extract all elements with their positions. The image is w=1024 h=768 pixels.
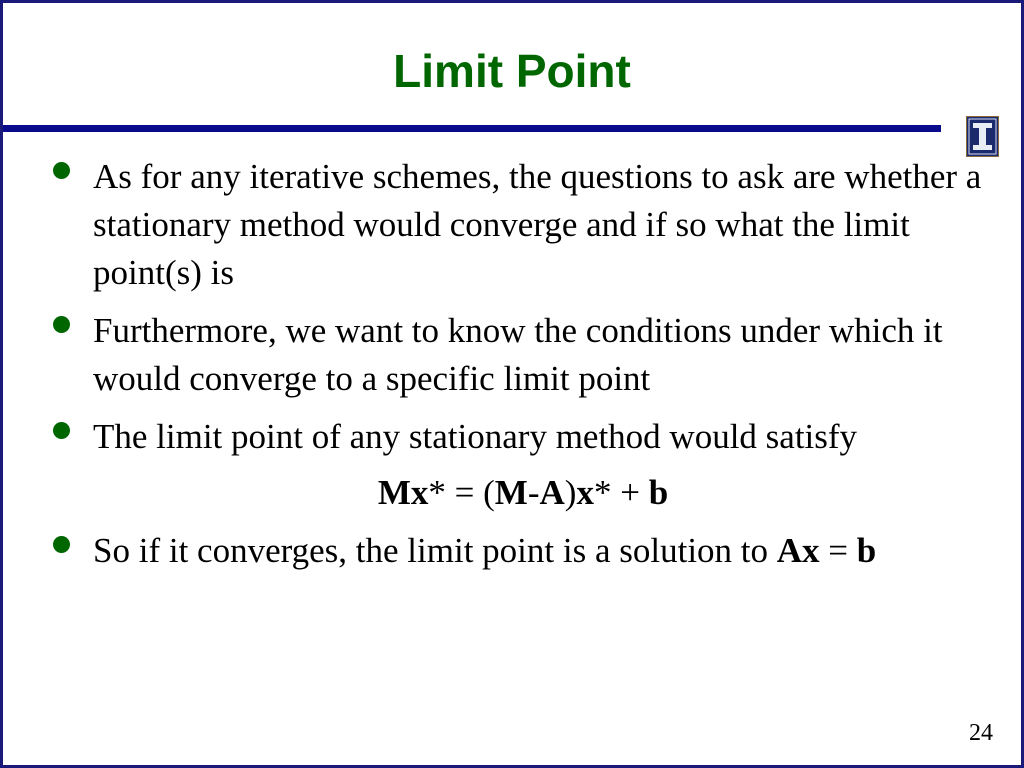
page-number: 24 — [969, 720, 993, 746]
equation-part: Mx — [377, 473, 429, 512]
bullet-text-bold: b — [856, 531, 877, 570]
bullet-icon — [53, 422, 70, 439]
bullet-item — [53, 153, 1003, 297]
bullet-text: As for any iterative schemes, the questions to ask are whether a stationary method would converge and if so what the limit point(s) is — [93, 157, 982, 292]
bullet-text: = — [819, 531, 857, 570]
bullet-text: Furthermore, we want to know the conditions under which it would converge to a specific limit point — [93, 311, 943, 398]
equation-part: b — [648, 473, 669, 512]
bullet-text: So if it converges, the limit point is a solution to — [93, 531, 777, 570]
bullet-text: The limit point of any stationary method would satisfy — [93, 417, 858, 456]
illinois-block-i-icon — [966, 116, 999, 157]
bullet-icon — [53, 316, 70, 333]
bullet-text-bold: Ax — [776, 531, 820, 570]
equation-part: M — [494, 473, 528, 512]
bullet-icon — [53, 536, 70, 553]
equation-part: A — [539, 473, 565, 512]
equation-part: - — [527, 473, 540, 512]
equation — [53, 469, 993, 517]
equation-part: * + — [593, 473, 649, 512]
bullet-icon — [53, 162, 70, 179]
slide-title: Limit Point — [393, 45, 631, 97]
slide-body — [53, 153, 1003, 585]
equation-part: ) — [564, 473, 577, 512]
bullet-item — [53, 527, 1003, 575]
equation-part: * = ( — [428, 473, 495, 512]
title-divider — [3, 125, 941, 132]
bullet-item — [53, 413, 1003, 461]
equation-part: x — [576, 473, 594, 512]
bullet-item — [53, 307, 1003, 403]
